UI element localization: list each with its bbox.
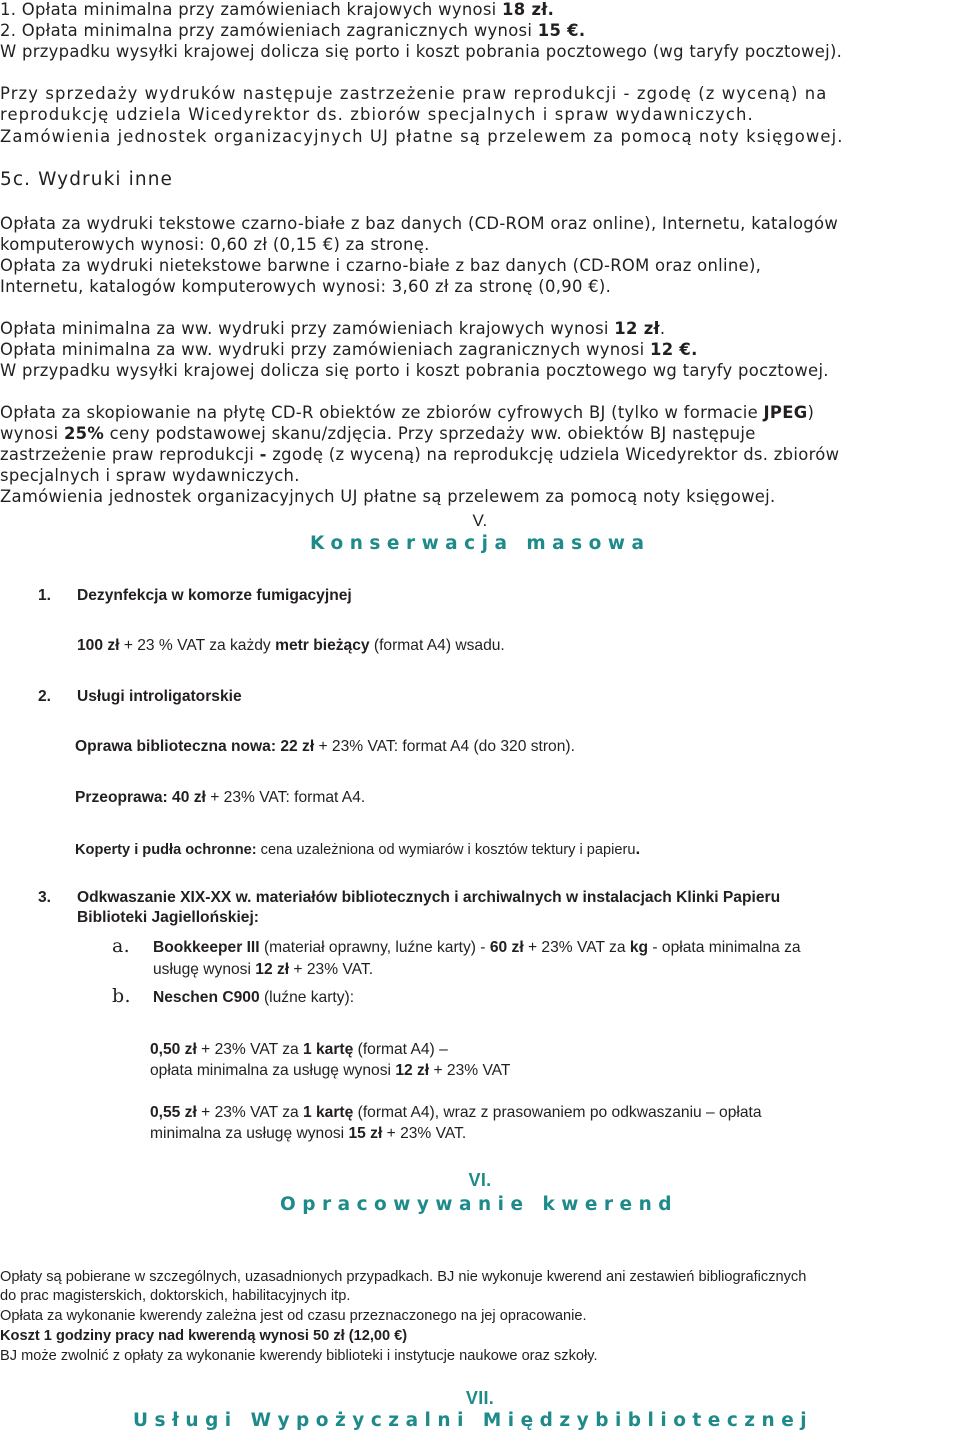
queries-hourly-cost: Koszt 1 godziny pracy nad kwerendą wynosi 50 zł (12,00 €) [0,1328,408,1344]
reproduction-rights-line2: reprodukcję udziela Wicedyrektor ds. zbiorów specjalnych i spraw wydawniczych. [0,105,754,124]
bookkeeper-price-line2: usługę wynosi 12 zł + 23% VAT. [153,961,374,978]
section-vii-roman: VII. [465,1388,495,1408]
item-2-number: 2. [38,688,52,705]
cd-copy-fee-line2: wynosi 25% ceny podstawowej skanu/zdjęcia. Przy sprzedaży ww. obiektów BJ następuje [0,424,756,443]
subitem-b-letter: b. [112,985,131,1007]
item-1-price: 100 zł + 23 % VAT za każdy metr bieżący (format A4) wsadu. [77,637,505,654]
text-prints-fee-line2: komputerowych wynosi: 0,60 zł (0,15 €) za stronę. [0,235,430,254]
item-1-number: 1. [38,587,52,604]
min-fee-prints-foreign: Opłata minimalna za ww. wydruki przy zamówieniach zagranicznych wynosi 12 €. [0,340,698,359]
queries-note-line2: do prac magisterskich, doktorskich, habilitacyjnych itp. [0,1288,351,1304]
section-vii-title: Usługi Wypożyczalni Międzybibliotecznej [133,1410,814,1431]
item-1-title: Dezynfekcja w komorze fumigacyjnej [77,587,352,604]
min-fee-prints-domestic: Opłata minimalna za ww. wydruki przy zamówieniach krajowych wynosi 12 zł. [0,319,666,338]
item-3-title-line2: Biblioteki Jagiellońskiej: [77,909,259,926]
postage-note: W przypadku wysyłki krajowej dolicza się porto i koszt pobrania pocztowego (wg taryfy pocztowej). [0,42,843,61]
item-2-title: Usługi introligatorskie [77,688,242,705]
rebinding-price: Przeoprawa: 40 zł + 23% VAT: format A4. [75,789,366,806]
nontext-prints-fee-line1: Opłata za wydruki nietekstowe barwne i czarno-białe z baz danych (CD-ROM oraz online), [0,256,762,275]
section-vi-title: Opracowywanie kwerend [280,1194,679,1215]
neschen-title: Neschen C900 (luźne karty): [153,989,355,1006]
section-5c-heading: 5c. Wydruki inne [0,169,173,190]
min-fee-domestic: 1. Opłata minimalna przy zamówieniach krajowych wynosi 18 zł. [0,0,555,19]
postage-note-2: W przypadku wysyłki krajowej dolicza się porto i koszt pobrania pocztowego wg taryfy pocztowej. [0,361,829,380]
orders-payment-note-2: Zamówienia jednostek organizacyjnych UJ płatne są przelewem za pomocą noty księgowej. [0,487,776,506]
neschen-price-2-line1: 0,55 zł + 23% VAT za 1 kartę (format A4), wraz z prasowaniem po odkwaszaniu – opłata [150,1104,762,1121]
queries-fee-dependency: Opłata za wykonanie kwerendy zależna jest od czasu przeznaczonego na jej opracowanie. [0,1308,587,1324]
bookkeeper-price-line1: Bookkeeper III (materiał oprawny, luźne karty) - 60 zł + 23% VAT za kg - opłata minimalna za [153,939,801,956]
item-3-title-line1: Odkwaszanie XIX-XX w. materiałów bibliotecznych i archiwalnych w instalacjach Klinki Papieru [77,889,781,906]
orders-payment-note: Zamówienia jednostek organizacyjnych UJ płatne są przelewem za pomocą noty księgowej. [0,127,844,146]
cd-copy-fee-line4: specjalnych i spraw wydawniczych. [0,466,300,485]
cd-copy-fee-line3: zastrzeżenie praw reprodukcji - zgodę (z wyceną) na reprodukcję udziela Wicedyrektor ds. zbiorów [0,445,840,464]
queries-note-line1: Opłaty są pobierane w szczególnych, uzasadnionych przypadkach. BJ nie wykonuje kwerend ani zestawień bibliograficznych [0,1269,807,1285]
binding-new-price: Oprawa biblioteczna nowa: 22 zł + 23% VAT: format A4 (do 320 stron). [75,738,575,755]
neschen-price-1-line1: 0,50 zł + 23% VAT za 1 kartę (format A4) – [150,1041,448,1058]
reproduction-rights-line1: Przy sprzedaży wydruków następuje zastrzeżenie praw reprodukcji - zgodę (z wyceną) na [0,84,828,103]
text-prints-fee-line1: Opłata za wydruki tekstowe czarno-białe z baz danych (CD-ROM oraz online), Internetu, katalogów [0,214,839,233]
section-v-roman: V. [472,511,488,530]
neschen-price-1-line2: opłata minimalna za usługę wynosi 12 zł + 23% VAT [150,1062,511,1079]
item-3-number: 3. [38,889,52,906]
section-v-title: Konserwacja masowa [310,533,651,554]
queries-exemption-note: BJ może zwolnić z opłaty za wykonanie kwerendy biblioteki i instytucje naukowe oraz szkoły. [0,1348,598,1364]
protective-boxes-price: Koperty i pudła ochronne: cena uzależniona od wymiarów i kosztów tektury i papieru. [75,839,641,858]
section-vi-roman: VI. [468,1170,492,1190]
neschen-price-2-line2: minimalna za usługę wynosi 15 zł + 23% VAT. [150,1125,467,1142]
nontext-prints-fee-line2: Internetu, katalogów komputerowych wynosi: 3,60 zł za stronę (0,90 €). [0,277,612,296]
min-fee-foreign: 2. Opłata minimalna przy zamówieniach zagranicznych wynosi 15 €. [0,21,586,40]
cd-copy-fee-line1: Opłata za skopiowanie na płytę CD-R obiektów ze zbiorów cyfrowych BJ (tylko w formacie JPEG) [0,403,815,422]
subitem-a-letter: a. [112,935,130,957]
